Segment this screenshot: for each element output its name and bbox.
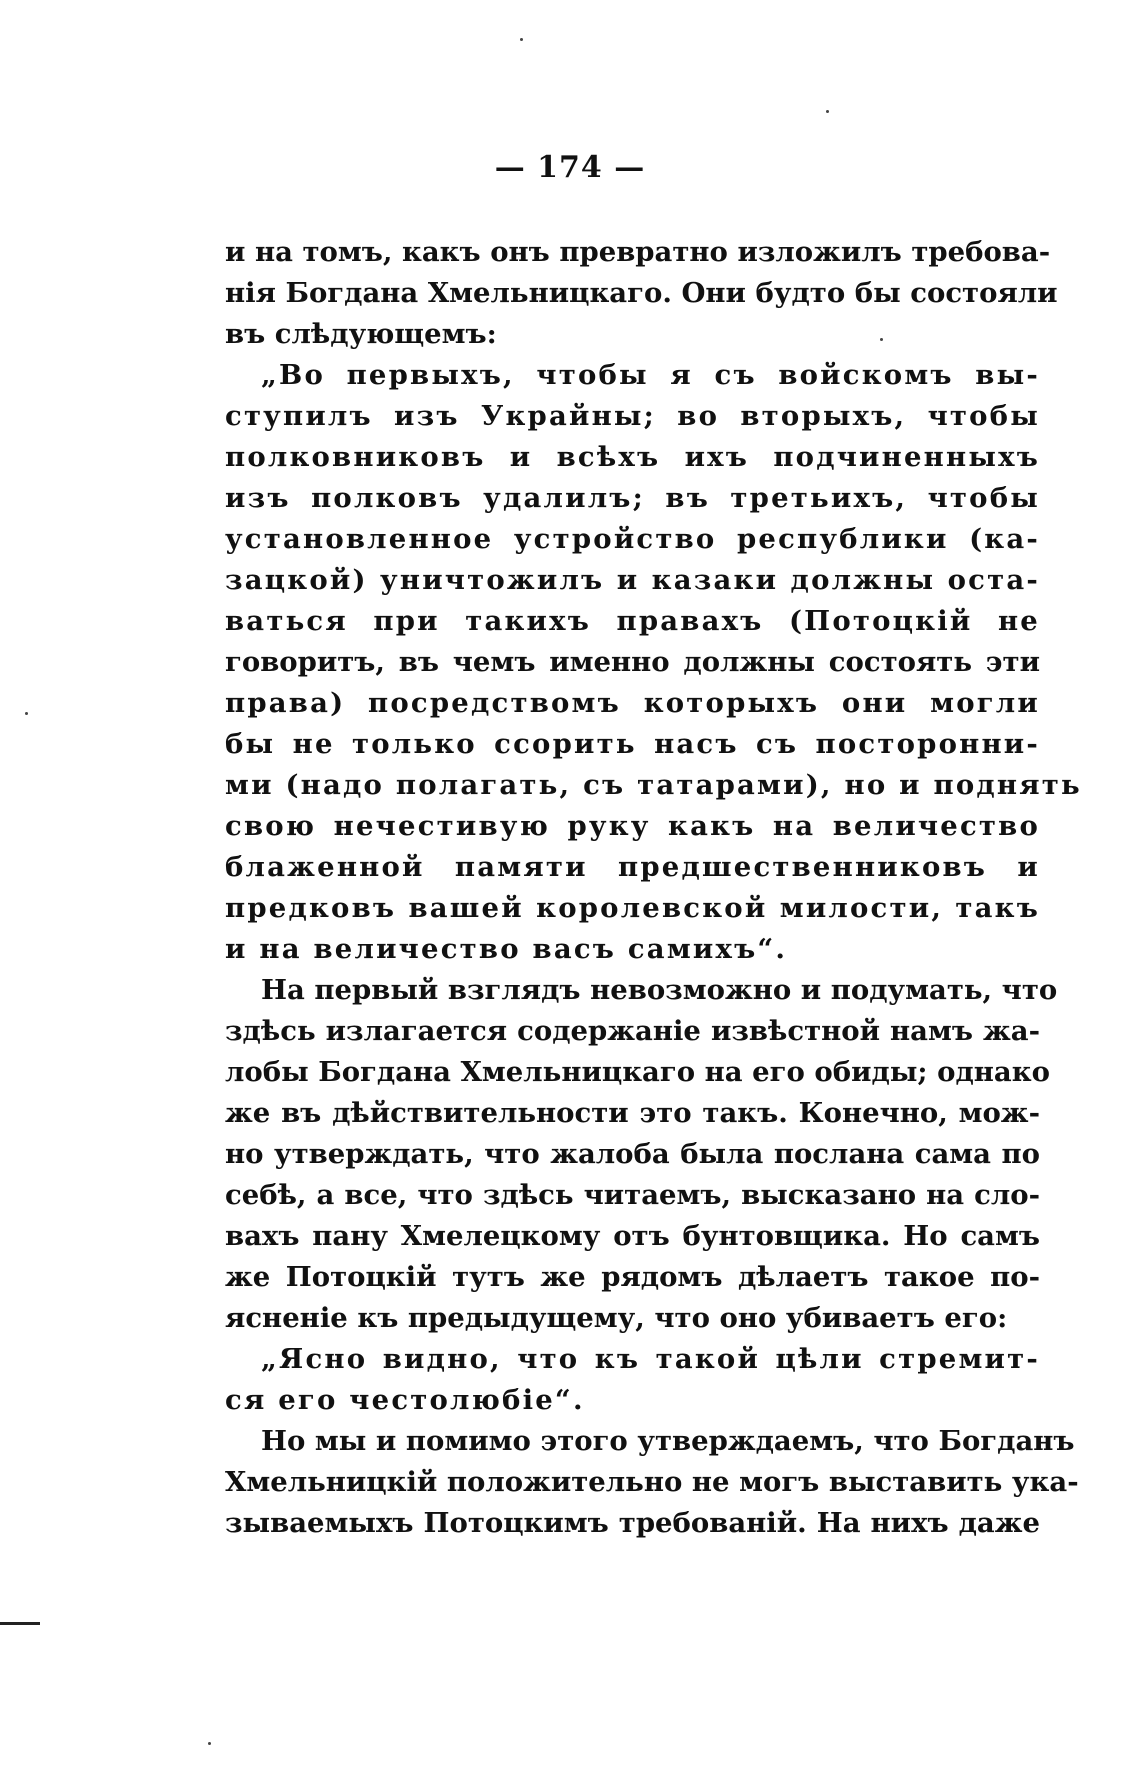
quote-line: установленное устройство республики (ка- [225, 523, 1040, 555]
text-line: же Потоцкій тутъ же рядомъ дѣлаетъ такое по- [225, 1261, 1040, 1293]
text-line: нія Богдана Хмельницкаго. Они будто бы состояли [225, 277, 1058, 309]
page-number: — 174 — [494, 150, 646, 185]
text-line: но утверждать, что жалоба была послана сама по [225, 1138, 1040, 1170]
quote-line: бы не только ссорить насъ съ посторонни- [225, 728, 1040, 760]
quote-line: ми (надо полагать, съ татарами), но и поднять [225, 769, 1082, 801]
text-line: и на томъ, какъ онъ превратно изложилъ требова- [225, 236, 1051, 268]
text-line: Хмельницкій положительно не могъ выставить ука- [225, 1466, 1079, 1498]
text-line: въ слѣдующемъ: [225, 318, 497, 350]
scan-speck [208, 1742, 211, 1745]
quote-line: ваться при такихъ правахъ (Потоцкій не [225, 605, 1040, 637]
quote-line: свою нечестивую руку какъ на величество [225, 810, 1040, 842]
quote-line: изъ полковъ удалилъ; въ третьихъ, чтобы [225, 482, 1040, 514]
quote-line: полковниковъ и всѣхъ ихъ подчиненныхъ [225, 441, 1040, 473]
scan-edge-mark [0, 1622, 40, 1625]
scan-speck [880, 338, 883, 341]
scan-speck [520, 38, 523, 41]
text-line: ясненіе къ предыдущему, что оно убиваетъ его: [225, 1302, 1008, 1334]
quote-line: ступилъ изъ Украйны; во вторыхъ, чтобы [225, 400, 1040, 432]
scan-speck [826, 110, 829, 113]
quote-line: ся его честолюбіе“. [225, 1384, 585, 1416]
quote-line: права) посредствомъ которыхъ они могли [225, 687, 1040, 719]
text-line: На первый взглядъ невозможно и подумать, что [261, 974, 1058, 1006]
quote-line: предковъ вашей королевской милости, такъ [225, 892, 1040, 924]
quote-line: зацкой) уничтожилъ и казаки должны оста- [225, 564, 1040, 596]
text-line: здѣсь излагается содержаніе извѣстной намъ жа- [225, 1015, 1040, 1047]
text-line: Но мы и помимо этого утверждаемъ, что Богданъ [261, 1425, 1075, 1457]
quote-line: блаженной памяти предшественниковъ и [225, 851, 1040, 883]
quote-line: и на величество васъ самихъ“. [225, 933, 788, 965]
scan-speck [25, 712, 28, 715]
text-line: зываемыхъ Потоцкимъ требованій. На нихъ даже [225, 1507, 1040, 1539]
text-line: же въ дѣйствительности это такъ. Конечно, мож- [225, 1097, 1040, 1129]
page-text [225, 232, 1082, 1544]
quote-line: „Ясно видно, что къ такой цѣли стремит- [261, 1343, 1040, 1375]
text-line: лобы Богдана Хмельницкаго на его обиды; однако [225, 1056, 1050, 1088]
quote-line: „Во первыхъ, чтобы я съ войскомъ вы- [261, 359, 1040, 391]
quote-line: говоритъ, въ чемъ именно должны состоять эти [225, 646, 1040, 678]
text-line: вахъ пану Хмелецкому отъ бунтовщика. Но самъ [225, 1220, 1040, 1252]
text-line: себѣ, а все, что здѣсь читаемъ, высказано на сло- [225, 1179, 1040, 1211]
